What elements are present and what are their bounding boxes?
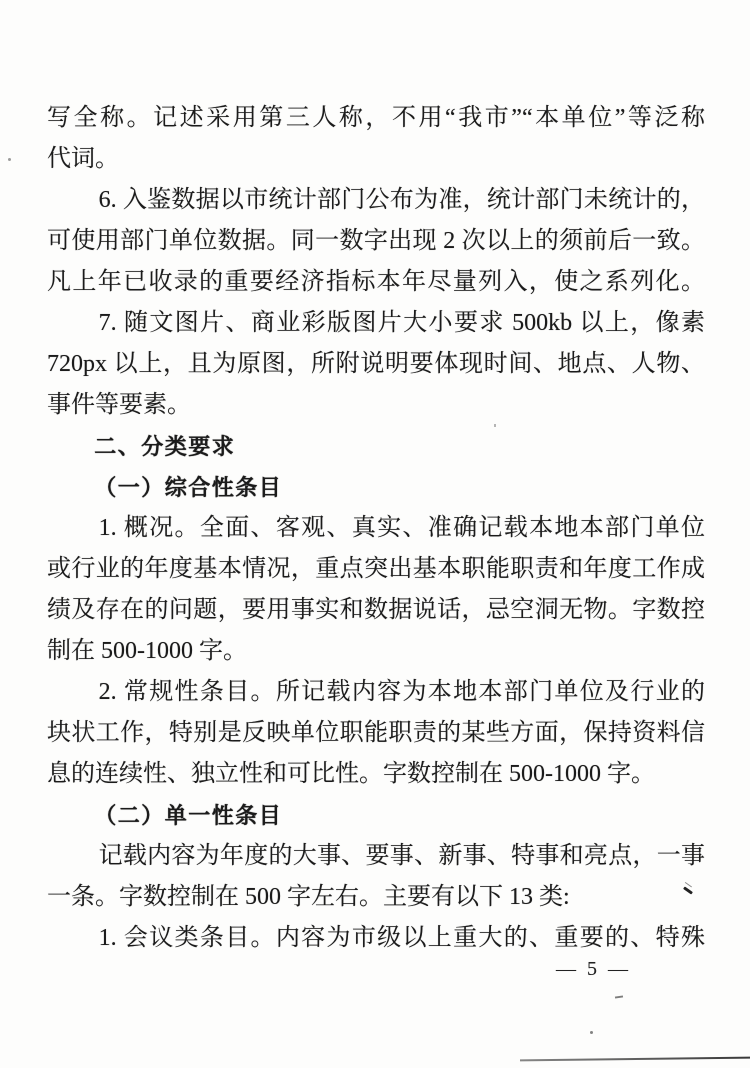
text-line: 绩及存在的问题，要用事实和数据说话，忌空洞无物。字数控: [47, 597, 705, 623]
subsection-heading: （一）综合性条目: [94, 475, 283, 500]
text-line: 块状工作，特别是反映单位职能职责的某些方面，保持资料信: [47, 720, 705, 746]
scan-speck: [615, 995, 623, 998]
text-line: 7. 随文图片、商业彩版图片大小要求 500kb 以上，像素: [98, 310, 705, 336]
scan-edge-line: [520, 1057, 750, 1062]
text-line: 1. 会议类条目。内容为市级以上重大的、重要的、特殊: [98, 925, 705, 951]
section-heading: 二、分类要求: [94, 434, 236, 459]
subsection-heading: （二）单一性条目: [94, 803, 283, 828]
text-line: 代词。: [47, 146, 119, 172]
text-line: 720px 以上，且为原图，所附说明要体现时间、地点、人物、: [47, 351, 705, 377]
text-line: 凡上年已收录的重要经济指标本年尽量列入，使之系列化。: [47, 269, 705, 295]
text-line: 2. 常规性条目。所记载内容为本地本部门单位及行业的: [98, 679, 705, 705]
text-line: 写全称。记述采用第三人称，不用“我市”“本单位”等泛称: [47, 105, 705, 131]
text-line: 记载内容为年度的大事、要事、新事、特事和亮点，一事: [98, 843, 705, 869]
page-number: — 5 —: [556, 958, 629, 980]
document-body: [47, 98, 705, 959]
text-line: 6. 入鉴数据以市统计部门公布为准，统计部门未统计的，: [98, 187, 705, 213]
text-line: 事件等要素。: [47, 392, 191, 418]
text-line: 一条。字数控制在 500 字左右。主要有以下 13 类:: [47, 884, 570, 910]
scan-speck: [8, 158, 11, 161]
text-line: 制在 500-1000 字。: [47, 638, 247, 664]
text-line: 息的连续性、独立性和可比性。字数控制在 500-1000 字。: [47, 761, 655, 787]
scan-speck: [590, 1031, 593, 1034]
text-line: 可使用部门单位数据。同一数字出现 2 次以上的须前后一致。: [47, 228, 705, 254]
text-line: 1. 概况。全面、客观、真实、准确记载本地本部门单位: [98, 515, 705, 541]
text-line: 或行业的年度基本情况，重点突出基本职能职责和年度工作成: [47, 556, 705, 582]
scan-speck: [494, 424, 496, 427]
